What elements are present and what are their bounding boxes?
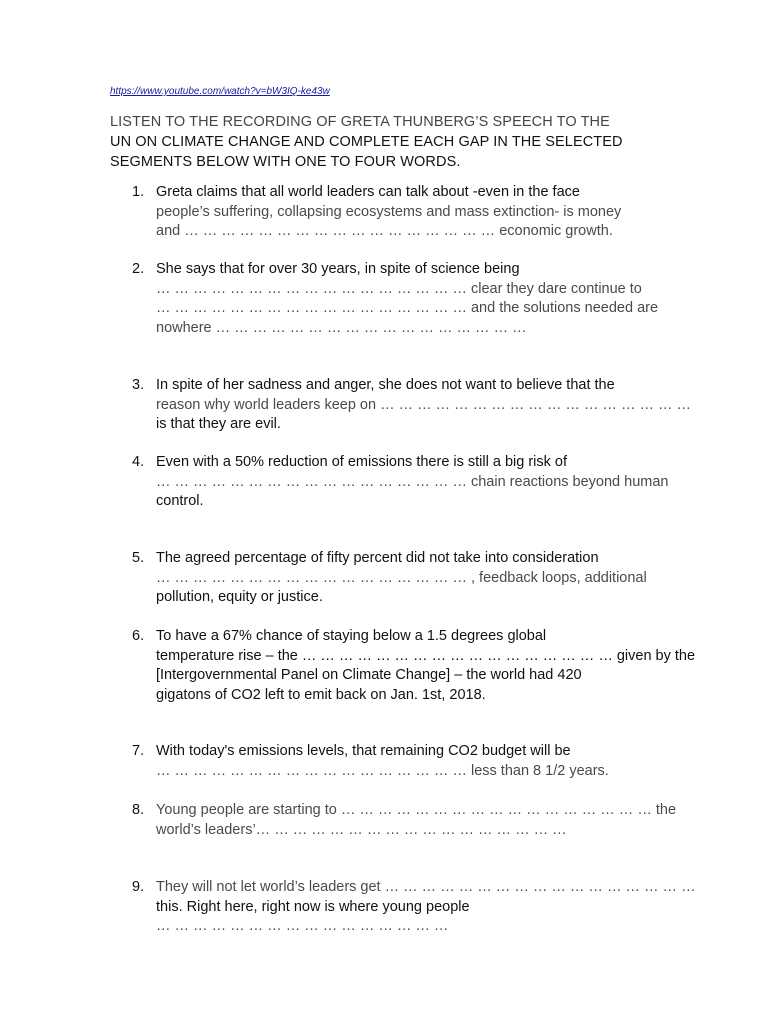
question-line: In spite of her sadness and anger, she does not want to believe that the — [156, 377, 615, 393]
heading-line-2: UN ON CLIMATE CHANGE AND COMPLETE EACH GAP IN THE SELECTED — [110, 134, 623, 150]
answer-gap-line: … … … … … … … … … … … … … … … … … clear they dare continue to — [156, 280, 642, 297]
answer-gap-line: … … … … … … … … … … … … … … … … … chain reactions beyond human — [156, 473, 669, 490]
answer-gap-line: temperature rise – the … … … … … … … … … … … … … … … … … given by the — [156, 647, 696, 664]
answer-gap-line: … … … … … … … … … … … … … … … … … , feedback loops, additional — [156, 569, 647, 586]
answer-gap-line: world’s leaders’… … … … … … … … … … … … … … … … … — [156, 821, 567, 838]
question-line: To have a 67% chance of staying below a 1.5 degrees global — [156, 628, 547, 644]
question-number: 9. — [132, 879, 145, 895]
question-number: 3. — [132, 377, 145, 393]
question-number: 5. — [132, 550, 145, 566]
answer-gap-line: They will not let world’s leaders get … … … … … … … … … … … … … … … … … — [156, 879, 696, 895]
youtube-link[interactable]: https://www.youtube.com/watch?v=bW3IQ-ke43w — [110, 86, 330, 97]
question-number: 7. — [132, 743, 145, 759]
question-line: The agreed percentage of fifty percent did not take into consideration — [156, 550, 599, 566]
answer-gap-line: … … … … … … … … … … … … … … … … … less than 8 1/2 years. — [156, 762, 609, 779]
answer-gap-line: … … … … … … … … … … … … … … … … — [156, 918, 449, 934]
question-line: people’s suffering, collapsing ecosystems and mass extinction- is money — [156, 203, 622, 220]
question-line: Greta claims that all world leaders can talk about -even in the face — [156, 184, 580, 200]
answer-gap-line: reason why world leaders keep on … … … … … … … … … … … … … … … … … — [156, 396, 692, 413]
question-line: [Intergovernmental Panel on Climate Change] – the world had 420 — [156, 667, 582, 683]
question-line: control. — [156, 493, 204, 509]
heading-line-1: LISTEN TO THE RECORDING OF GRETA THUNBERG’S SPEECH TO THE — [110, 114, 610, 130]
question-line: is that they are evil. — [156, 416, 281, 432]
answer-gap-line: Young people are starting to … … … … … … … … … … … … … … … … … the — [156, 802, 677, 818]
question-number: 1. — [132, 184, 145, 200]
question-line: She says that for over 30 years, in spite of science being — [156, 261, 520, 277]
answer-gap-line: … … … … … … … … … … … … … … … … … and the solutions needed are — [156, 300, 659, 316]
question-number: 6. — [132, 628, 145, 644]
question-number: 4. — [132, 454, 145, 470]
answer-gap-line: and … … … … … … … … … … … … … … … … … economic growth. — [156, 223, 613, 239]
question-number: 8. — [132, 802, 145, 818]
question-line: With today's emissions levels, that remaining CO2 budget will be — [156, 743, 571, 759]
question-line: pollution, equity or justice. — [156, 589, 323, 605]
question-line: gigatons of CO2 left to emit back on Jan. 1st, 2018. — [156, 686, 486, 703]
question-number: 2. — [132, 261, 145, 277]
question-line: this. Right here, right now is where young people — [156, 898, 470, 915]
question-line: Even with a 50% reduction of emissions there is still a big risk of — [156, 454, 568, 470]
heading-line-3: SEGMENTS BELOW WITH ONE TO FOUR WORDS. — [110, 154, 461, 170]
answer-gap-line: nowhere … … … … … … … … … … … … … … … … … — [156, 319, 527, 336]
instructions-heading — [110, 112, 670, 172]
